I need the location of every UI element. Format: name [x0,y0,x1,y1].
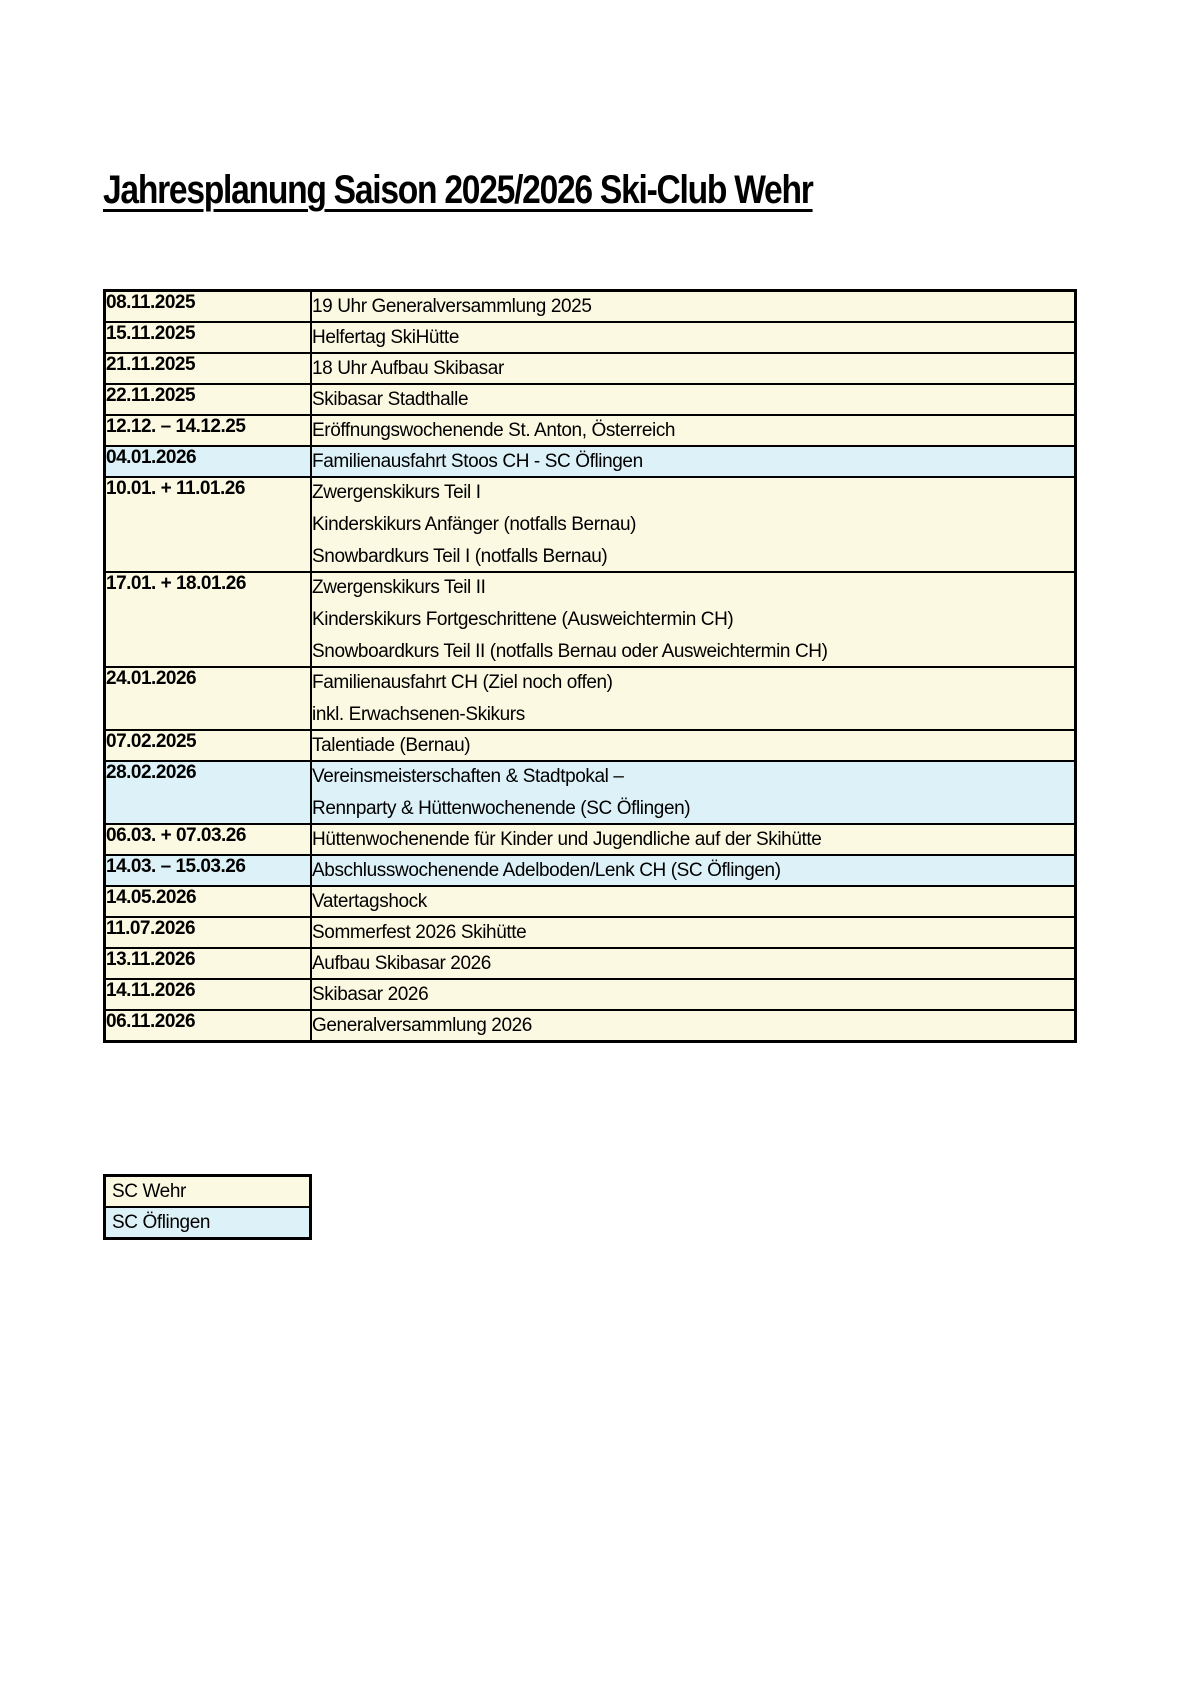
event-cell [311,855,1076,886]
event-cell [311,730,1076,761]
event-line: Rennparty & Hüttenwochenende (SC Öflingen) [312,798,691,819]
schedule-row [105,384,1076,415]
event-line: Zwergenskikurs Teil I [312,482,481,503]
schedule-row [105,415,1076,446]
schedule-row [105,979,1076,1010]
event-cell [311,917,1076,948]
event-line: Abschlusswochenende Adelboden/Lenk CH (SC Öflingen) [312,860,781,881]
schedule-row [105,948,1076,979]
date-cell: 28.02.2026 [105,761,312,824]
schedule-row [105,667,1076,730]
event-line: 18 Uhr Aufbau Skibasar [312,358,504,379]
schedule-table [103,289,1077,1043]
event-line: Talentiade (Bernau) [312,735,471,756]
event-line: Generalversammlung 2026 [312,1015,532,1036]
event-cell [311,1010,1076,1042]
schedule-body [105,291,1076,1042]
schedule-row [105,477,1076,572]
date-cell: 15.11.2025 [105,322,312,353]
event-line: Kinderskikurs Anfänger (notfalls Bernau) [312,514,637,535]
date-cell: 06.03. + 07.03.26 [105,824,312,855]
date-cell: 07.02.2025 [105,730,312,761]
schedule-row [105,572,1076,667]
date-cell: 14.11.2026 [105,979,312,1010]
event-line: Sommerfest 2026 Skihütte [312,922,527,943]
event-line: Snowbardkurs Teil I (notfalls Bernau) [312,546,608,567]
event-line: Eröffnungswochenende St. Anton, Österreich [312,420,676,441]
schedule-row [105,353,1076,384]
date-cell: 13.11.2026 [105,948,312,979]
date-cell: 17.01. + 18.01.26 [105,572,312,667]
event-cell [311,824,1076,855]
event-cell [311,761,1076,824]
event-line: Skibasar 2026 [312,984,429,1005]
event-cell [311,886,1076,917]
event-cell [311,384,1076,415]
event-cell [311,322,1076,353]
event-line: Aufbau Skibasar 2026 [312,953,491,974]
event-cell [311,667,1076,730]
schedule-row [105,886,1076,917]
schedule-row [105,761,1076,824]
legend-row [105,1207,311,1239]
date-cell: 14.05.2026 [105,886,312,917]
legend-label: SC Öflingen [105,1207,311,1239]
event-cell [311,446,1076,477]
schedule-row [105,855,1076,886]
event-cell [311,979,1076,1010]
schedule-row [105,291,1076,323]
schedule-row [105,1010,1076,1042]
page-title: Jahresplanung Saison 2025/2026 Ski-Club Wehr [103,168,813,212]
event-cell [311,572,1076,667]
schedule-row [105,730,1076,761]
legend-row [105,1176,311,1208]
event-line: Vatertagshock [312,891,427,912]
event-line: 19 Uhr Generalversammlung 2025 [312,296,592,317]
legend-table [103,1174,312,1240]
schedule-row [105,917,1076,948]
date-cell: 21.11.2025 [105,353,312,384]
date-cell: 11.07.2026 [105,917,312,948]
date-cell: 24.01.2026 [105,667,312,730]
event-line: inkl. Erwachsenen-Skikurs [312,704,525,725]
event-cell [311,415,1076,446]
schedule-row [105,322,1076,353]
event-line: Familienausfahrt Stoos CH - SC Öflingen [312,451,643,472]
event-line: Zwergenskikurs Teil II [312,577,486,598]
schedule-row [105,446,1076,477]
schedule-row [105,824,1076,855]
legend-label: SC Wehr [105,1176,311,1208]
event-line: Vereinsmeisterschaften & Stadtpokal – [312,766,624,787]
legend-body [105,1176,311,1239]
date-cell: 10.01. + 11.01.26 [105,477,312,572]
date-cell: 04.01.2026 [105,446,312,477]
event-line: Helfertag SkiHütte [312,327,459,348]
event-line: Familienausfahrt CH (Ziel noch offen) [312,672,613,693]
date-cell: 06.11.2026 [105,1010,312,1042]
event-cell [311,948,1076,979]
event-cell [311,353,1076,384]
event-cell [311,291,1076,323]
event-cell [311,477,1076,572]
event-line: Snowboardkurs Teil II (notfalls Bernau oder Ausweichtermin CH) [312,641,828,662]
event-line: Hüttenwochenende für Kinder und Jugendliche auf der Skihütte [312,829,822,850]
date-cell: 12.12. – 14.12.25 [105,415,312,446]
date-cell: 08.11.2025 [105,291,312,323]
event-line: Skibasar Stadthalle [312,389,469,410]
event-line: Kinderskikurs Fortgeschrittene (Ausweichtermin CH) [312,609,734,630]
date-cell: 14.03. – 15.03.26 [105,855,312,886]
date-cell: 22.11.2025 [105,384,312,415]
